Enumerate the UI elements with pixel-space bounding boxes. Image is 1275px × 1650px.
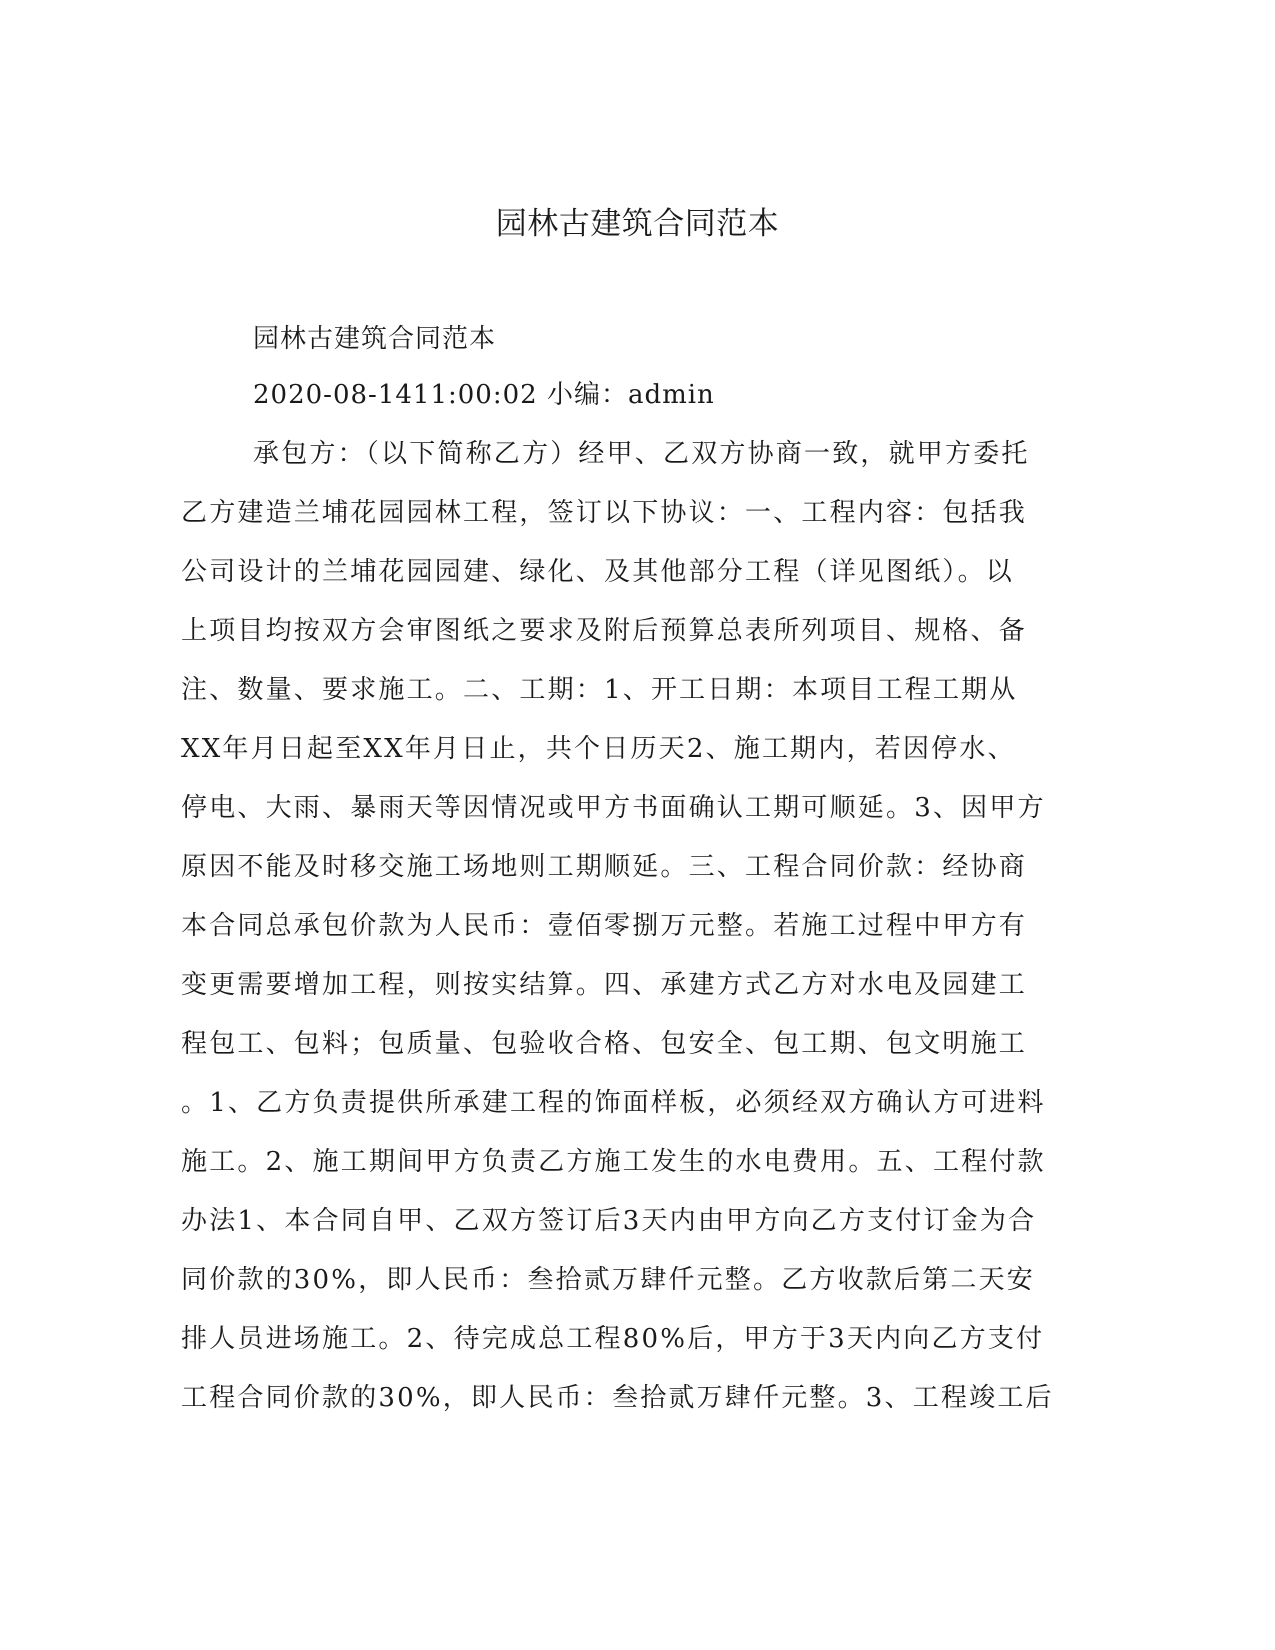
body-line: 注、数量、要求施工。二、工期：1、开工日期：本项目工程工期从 [181,675,1018,705]
body-line: 上项目均按双方会审图纸之要求及附后预算总表所列项目、规格、备 [181,616,1028,646]
body-line: 办法1、本合同自甲、乙双方签订后3天内由甲方向乙方支付订金为合 [181,1206,1037,1236]
body-line: 原因不能及时移交施工场地则工期顺延。三、工程合同价款：经协商 [181,852,1028,882]
body-line: 工程合同价款的30%，即人民币：叁拾贰万肆仟元整。3、工程竣工后 [181,1383,1054,1413]
body-line: 本合同总承包价款为人民币：壹佰零捌万元整。若施工过程中甲方有 [181,911,1028,941]
body-line: 程包工、包料；包质量、包验收合格、包安全、包工期、包文明施工 [181,1029,1028,1059]
body-line: 排人员进场施工。2、待完成总工程80%后，甲方于3天内向乙方支付 [181,1324,1045,1354]
body-line: 同价款的30%，即人民币：叁拾贰万肆仟元整。乙方收款后第二天安 [181,1265,1035,1295]
body-line: 停电、大雨、暴雨天等因情况或甲方书面确认工期可顺延。3、因甲方 [181,793,1046,823]
body-line: 变更需要增加工程，则按实结算。四、承建方式乙方对水电及园建工 [181,970,1028,1000]
body-line: 。1、乙方负责提供所承建工程的饰面样板，必须经双方确认方可进料 [181,1088,1046,1118]
document-subtitle: 园林古建筑合同范本 [253,324,497,354]
document-body [181,425,1054,1428]
body-line: 公司设计的兰埔花园园建、绿化、及其他部分工程（详见图纸）。以 [181,557,1015,587]
body-line: 乙方建造兰埔花园园林工程，签订以下协议：一、工程内容：包括我 [181,498,1028,528]
document-meta: 2020-08-1411:00:02 小编：admin [253,380,715,410]
body-line: XX年月日起至XX年月日止，共个日历天2、施工期内，若因停水、 [181,734,1016,764]
body-line: 施工。2、施工期间甲方负责乙方施工发生的水电费用。五、工程付款 [181,1147,1046,1177]
body-line: 承包方：（以下简称乙方）经甲、乙双方协商一致，就甲方委托 [253,439,1030,469]
document-title: 园林古建筑合同范本 [495,206,780,242]
